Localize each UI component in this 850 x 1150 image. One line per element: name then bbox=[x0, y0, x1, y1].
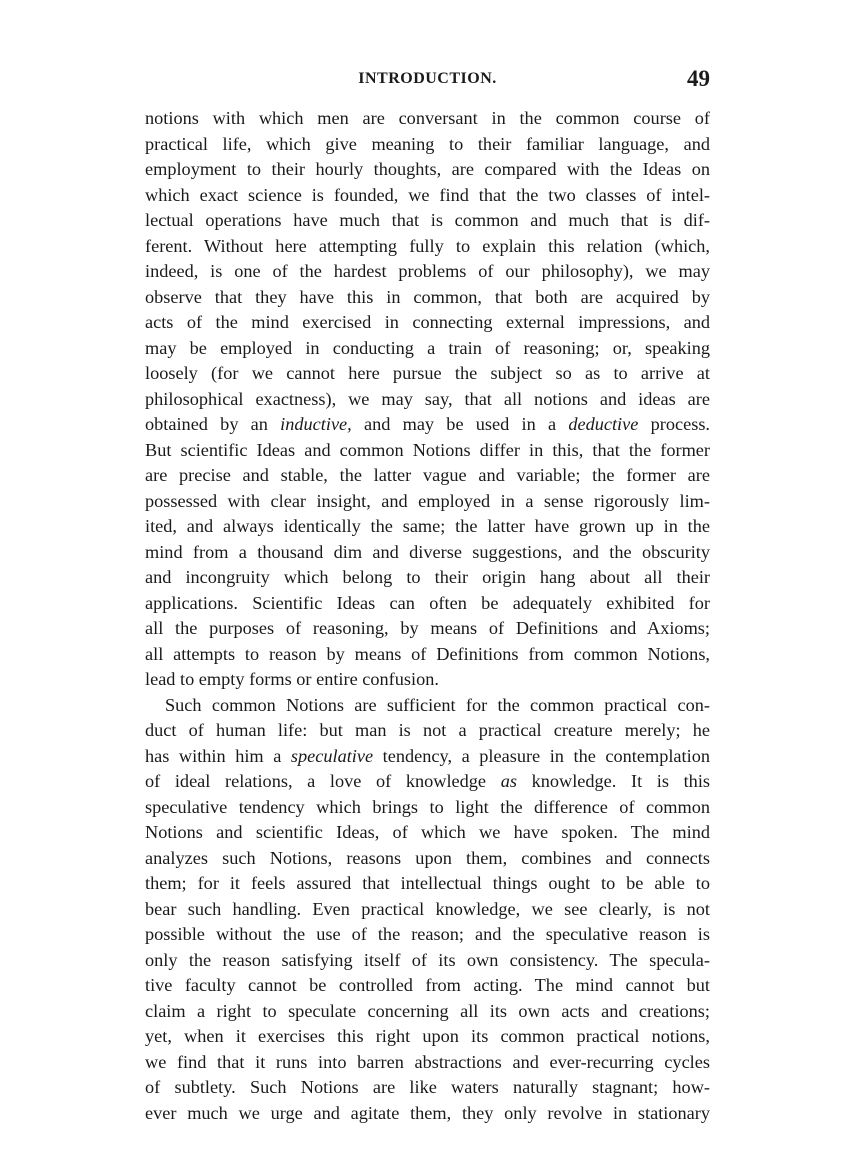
text-segment: has within him a bbox=[145, 745, 291, 766]
running-head bbox=[145, 66, 710, 96]
italic-text: inductive, bbox=[280, 414, 352, 434]
text-line bbox=[145, 540, 710, 566]
text-segment: process. bbox=[638, 414, 710, 434]
text-line bbox=[145, 616, 710, 642]
text-segment: observe that they have this in common, that both are acquired by bbox=[145, 286, 710, 307]
text-line bbox=[145, 565, 710, 591]
text-segment: which exact science is founded, we find that the two classes of intel- bbox=[145, 184, 710, 205]
text-line bbox=[145, 132, 710, 158]
text-line bbox=[145, 183, 710, 209]
text-line bbox=[145, 1075, 710, 1101]
text-line bbox=[145, 259, 710, 285]
text-line bbox=[145, 310, 710, 336]
text-segment: of subtlety. Such Notions are like waters naturally stagnant; how- bbox=[145, 1077, 710, 1097]
text-segment: mind from a thousand dim and diverse suggestions, and the obscurity bbox=[145, 541, 710, 562]
text-segment: indeed, is one of the hardest problems of our philosophy), we may bbox=[145, 261, 710, 281]
text-line bbox=[145, 1050, 710, 1076]
text-segment: But scientific Ideas and common Notions differ in this, that the former bbox=[145, 439, 710, 460]
text-line bbox=[145, 234, 710, 260]
text-segment: analyzes such Notions, reasons upon them, combines and connects bbox=[145, 847, 710, 868]
text-line bbox=[145, 489, 710, 515]
text-line bbox=[145, 718, 710, 744]
text-segment: possessed with clear insight, and employed in a sense rigorously lim- bbox=[145, 490, 710, 511]
text-line bbox=[145, 846, 710, 872]
text-segment: lead to empty forms or entire confusion. bbox=[145, 669, 439, 689]
text-segment: them; for it feels assured that intellectual things ought to be able to bbox=[145, 873, 710, 893]
text-line bbox=[145, 948, 710, 974]
text-segment: ited, and always identically the same; the latter have grown up in the bbox=[145, 516, 710, 536]
text-segment: applications. Scientific Ideas can often be adequately exhibited for bbox=[145, 592, 710, 613]
text-line bbox=[145, 387, 710, 413]
text-segment: all the purposes of reasoning, by means of Definitions and Axioms; bbox=[145, 618, 710, 638]
text-line bbox=[145, 642, 710, 668]
text-line bbox=[145, 361, 710, 387]
text-line bbox=[145, 795, 710, 821]
text-segment: we find that it runs into barren abstractions and ever-recurring cycles bbox=[145, 1051, 710, 1072]
text-segment: knowledge. It is this bbox=[516, 771, 710, 791]
text-segment: lectual operations have much that is common and much that is dif- bbox=[145, 210, 710, 230]
text-segment: may be employed in conducting a train of reasoning; or, speaking bbox=[145, 337, 710, 358]
text-segment: tendency, a pleasure in the contemplation bbox=[373, 745, 710, 766]
text-line bbox=[145, 438, 710, 464]
text-line bbox=[145, 922, 710, 948]
body-text bbox=[145, 106, 710, 1126]
text-segment: claim a right to speculate concerning all its own acts and creations; bbox=[145, 1000, 710, 1021]
text-line bbox=[145, 871, 710, 897]
text-line bbox=[145, 336, 710, 362]
text-segment: and may be used in a bbox=[351, 414, 569, 434]
text-segment: loosely (for we cannot here pursue the subject so as to arrive at bbox=[145, 363, 710, 383]
text-line bbox=[145, 412, 710, 438]
text-line bbox=[145, 769, 710, 795]
italic-text: as bbox=[500, 771, 517, 791]
text-line bbox=[145, 897, 710, 923]
text-line bbox=[145, 463, 710, 489]
text-segment: and incongruity which belong to their origin hang about all their bbox=[145, 567, 710, 587]
text-line bbox=[145, 514, 710, 540]
text-segment: all attempts to reason by means of Definitions from common Notions, bbox=[145, 643, 710, 664]
text-line bbox=[145, 208, 710, 234]
text-segment: philosophical exactness), we may say, that all notions and ideas are bbox=[145, 388, 710, 409]
text-segment: yet, when it exercises this right upon its common practical notions, bbox=[145, 1026, 710, 1046]
text-line bbox=[145, 999, 710, 1025]
text-segment: employment to their hourly thoughts, are compared with the Ideas on bbox=[145, 159, 710, 179]
italic-text: speculative bbox=[290, 745, 374, 766]
text-segment: bear such handling. Even practical knowledge, we see clearly, is not bbox=[145, 898, 710, 919]
text-line bbox=[145, 693, 710, 719]
text-segment: notions with which men are conversant in the common course of bbox=[145, 108, 710, 128]
text-line bbox=[145, 1101, 710, 1127]
text-line bbox=[145, 106, 710, 132]
text-segment: practical life, which give meaning to their familiar language, and bbox=[145, 133, 710, 154]
text-segment: obtained by an bbox=[145, 414, 281, 434]
text-line bbox=[145, 820, 710, 846]
text-segment: tive faculty cannot be controlled from acting. The mind cannot but bbox=[145, 975, 710, 995]
text-segment: ferent. Without here attempting fully to explain this relation (which, bbox=[145, 235, 710, 256]
text-line bbox=[145, 157, 710, 183]
italic-text: deductive bbox=[568, 414, 639, 434]
text-line bbox=[145, 285, 710, 311]
text-segment: acts of the mind exercised in connecting external impressions, and bbox=[145, 312, 710, 332]
text-segment: speculative tendency which brings to light the difference of common bbox=[145, 796, 710, 817]
text-line bbox=[145, 591, 710, 617]
text-line bbox=[145, 667, 710, 693]
text-line bbox=[145, 1024, 710, 1050]
text-segment: are precise and stable, the latter vague and variable; the former are bbox=[145, 465, 710, 485]
text-segment: ever much we urge and agitate them, they only revolve in stationary bbox=[145, 1102, 710, 1123]
running-title: INTRODUCTION. bbox=[358, 70, 497, 87]
text-segment: possible without the use of the reason; and the speculative reason is bbox=[145, 924, 710, 944]
text-line bbox=[145, 973, 710, 999]
text-segment: Notions and scientific Ideas, of which we have spoken. The mind bbox=[145, 822, 710, 842]
text-segment: only the reason satisfying itself of its own consistency. The specula- bbox=[145, 949, 710, 970]
text-segment: of ideal relations, a love of knowledge bbox=[145, 771, 501, 791]
text-segment: duct of human life: but man is not a practical creature merely; he bbox=[145, 720, 710, 740]
text-segment: Such common Notions are sufficient for the common practical con- bbox=[165, 694, 710, 715]
page-number: 49 bbox=[687, 66, 710, 91]
text-line bbox=[145, 744, 710, 770]
